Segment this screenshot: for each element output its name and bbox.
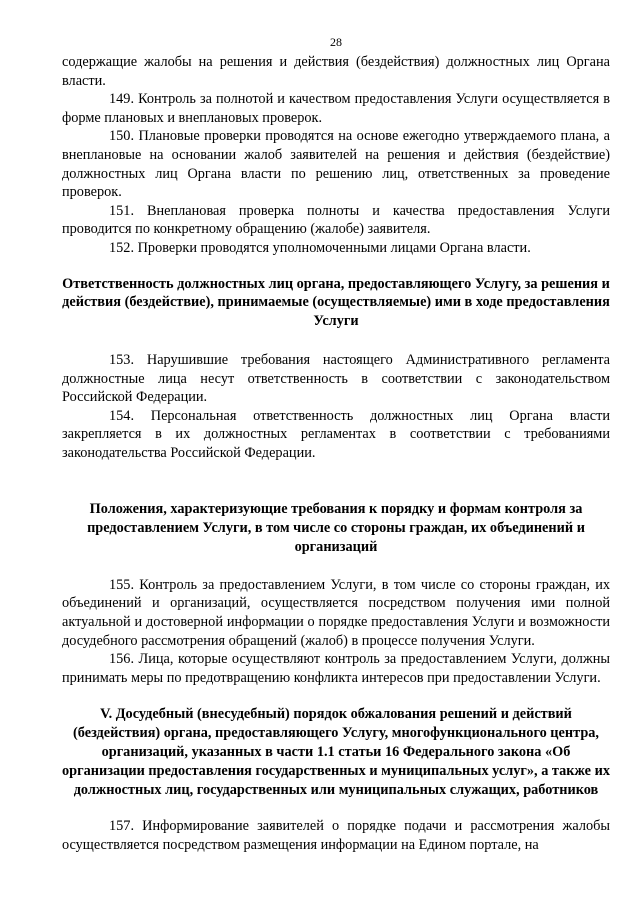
section-heading-pretrial-appeal: V. Досудебный (внесудебный) порядок обжалования решений и действий (бездействия) органа, предоставляющего Услугу, многофункционального центра, организаций, указанных в части 1.1 статьи 16 Федерального закона «Об организации предоставления государственных и муниципальных услуг», а также их должностных лиц, государственных или муниципальных служащих, работников bbox=[62, 706, 610, 798]
paragraph-150: 150. Плановые проверки проводятся на основе ежегодно утверждаемого плана, а внеплановые на основании жалоб заявителей на решения и действия (бездействие) должностных лиц Органа власти по решению лиц, ответственных за проведение проверок. bbox=[62, 128, 610, 201]
paragraph-154: 154. Персональная ответственность должностных лиц Органа власти закрепляется в их должностных регламентах в соответствии с требованиями законодательства Российской Федерации. bbox=[62, 407, 610, 461]
section-spacer bbox=[62, 331, 610, 351]
paragraph-156: 156. Лица, которые осуществляют контроль за предоставлением Услуги, должны принимать меры по предотвращению конфликта интересов при предоставлении Услуги. bbox=[62, 651, 610, 686]
section-spacer bbox=[62, 462, 610, 500]
section-spacer bbox=[62, 687, 610, 705]
page-number: 28 bbox=[330, 35, 342, 49]
section-spacer bbox=[62, 799, 610, 817]
section-spacer bbox=[62, 258, 610, 275]
paragraph-148-continued: содержащие жалобы на решения и действия (бездействия) должностных лиц Органа власти. bbox=[62, 54, 610, 89]
paragraph-155: 155. Контроль за предоставлением Услуги, в том числе со стороны граждан, их объединений и организаций, осуществляется посредством получения ими полной актуальной и достоверной информации о порядке предоставления Услуги и возможности досудебного рассмотрения обращений (жалоб) в процессе получения Услуги. bbox=[62, 576, 610, 649]
document-body bbox=[62, 53, 610, 855]
paragraph-149: 149. Контроль за полнотой и качеством предоставления Услуги осуществляется в форме плановых и внеплановых проверок. bbox=[62, 91, 610, 126]
section-heading-responsibility: Ответственность должностных лиц органа, предоставляющего Услугу, за решения и действия (бездействие), принимаемые (осуществляемые) ими в ходе предоставления Услуги bbox=[62, 275, 610, 330]
paragraph-151: 151. Внеплановая проверка полноты и качества предоставления Услуги проводится по конкретному обращению (жалобе) заявителя. bbox=[62, 202, 610, 238]
paragraph-152: 152. Проверки проводятся уполномоченными лицами Органа власти. bbox=[109, 239, 531, 256]
section-heading-control-provisions: Положения, характеризующие требования к порядку и формам контроля за предоставлением Услуги, в том числе со стороны граждан, их объединений и организаций bbox=[87, 501, 585, 556]
paragraph-153: 153. Нарушившие требования настоящего Административного регламента должностные лица несут ответственность в соответствии с законодательством Российской Федерации. bbox=[62, 351, 610, 406]
section-spacer bbox=[62, 557, 610, 576]
paragraph-157: 157. Информирование заявителей о порядке подачи и рассмотрения жалобы осуществляется посредством размещения информации на Едином портале, на bbox=[62, 818, 610, 854]
